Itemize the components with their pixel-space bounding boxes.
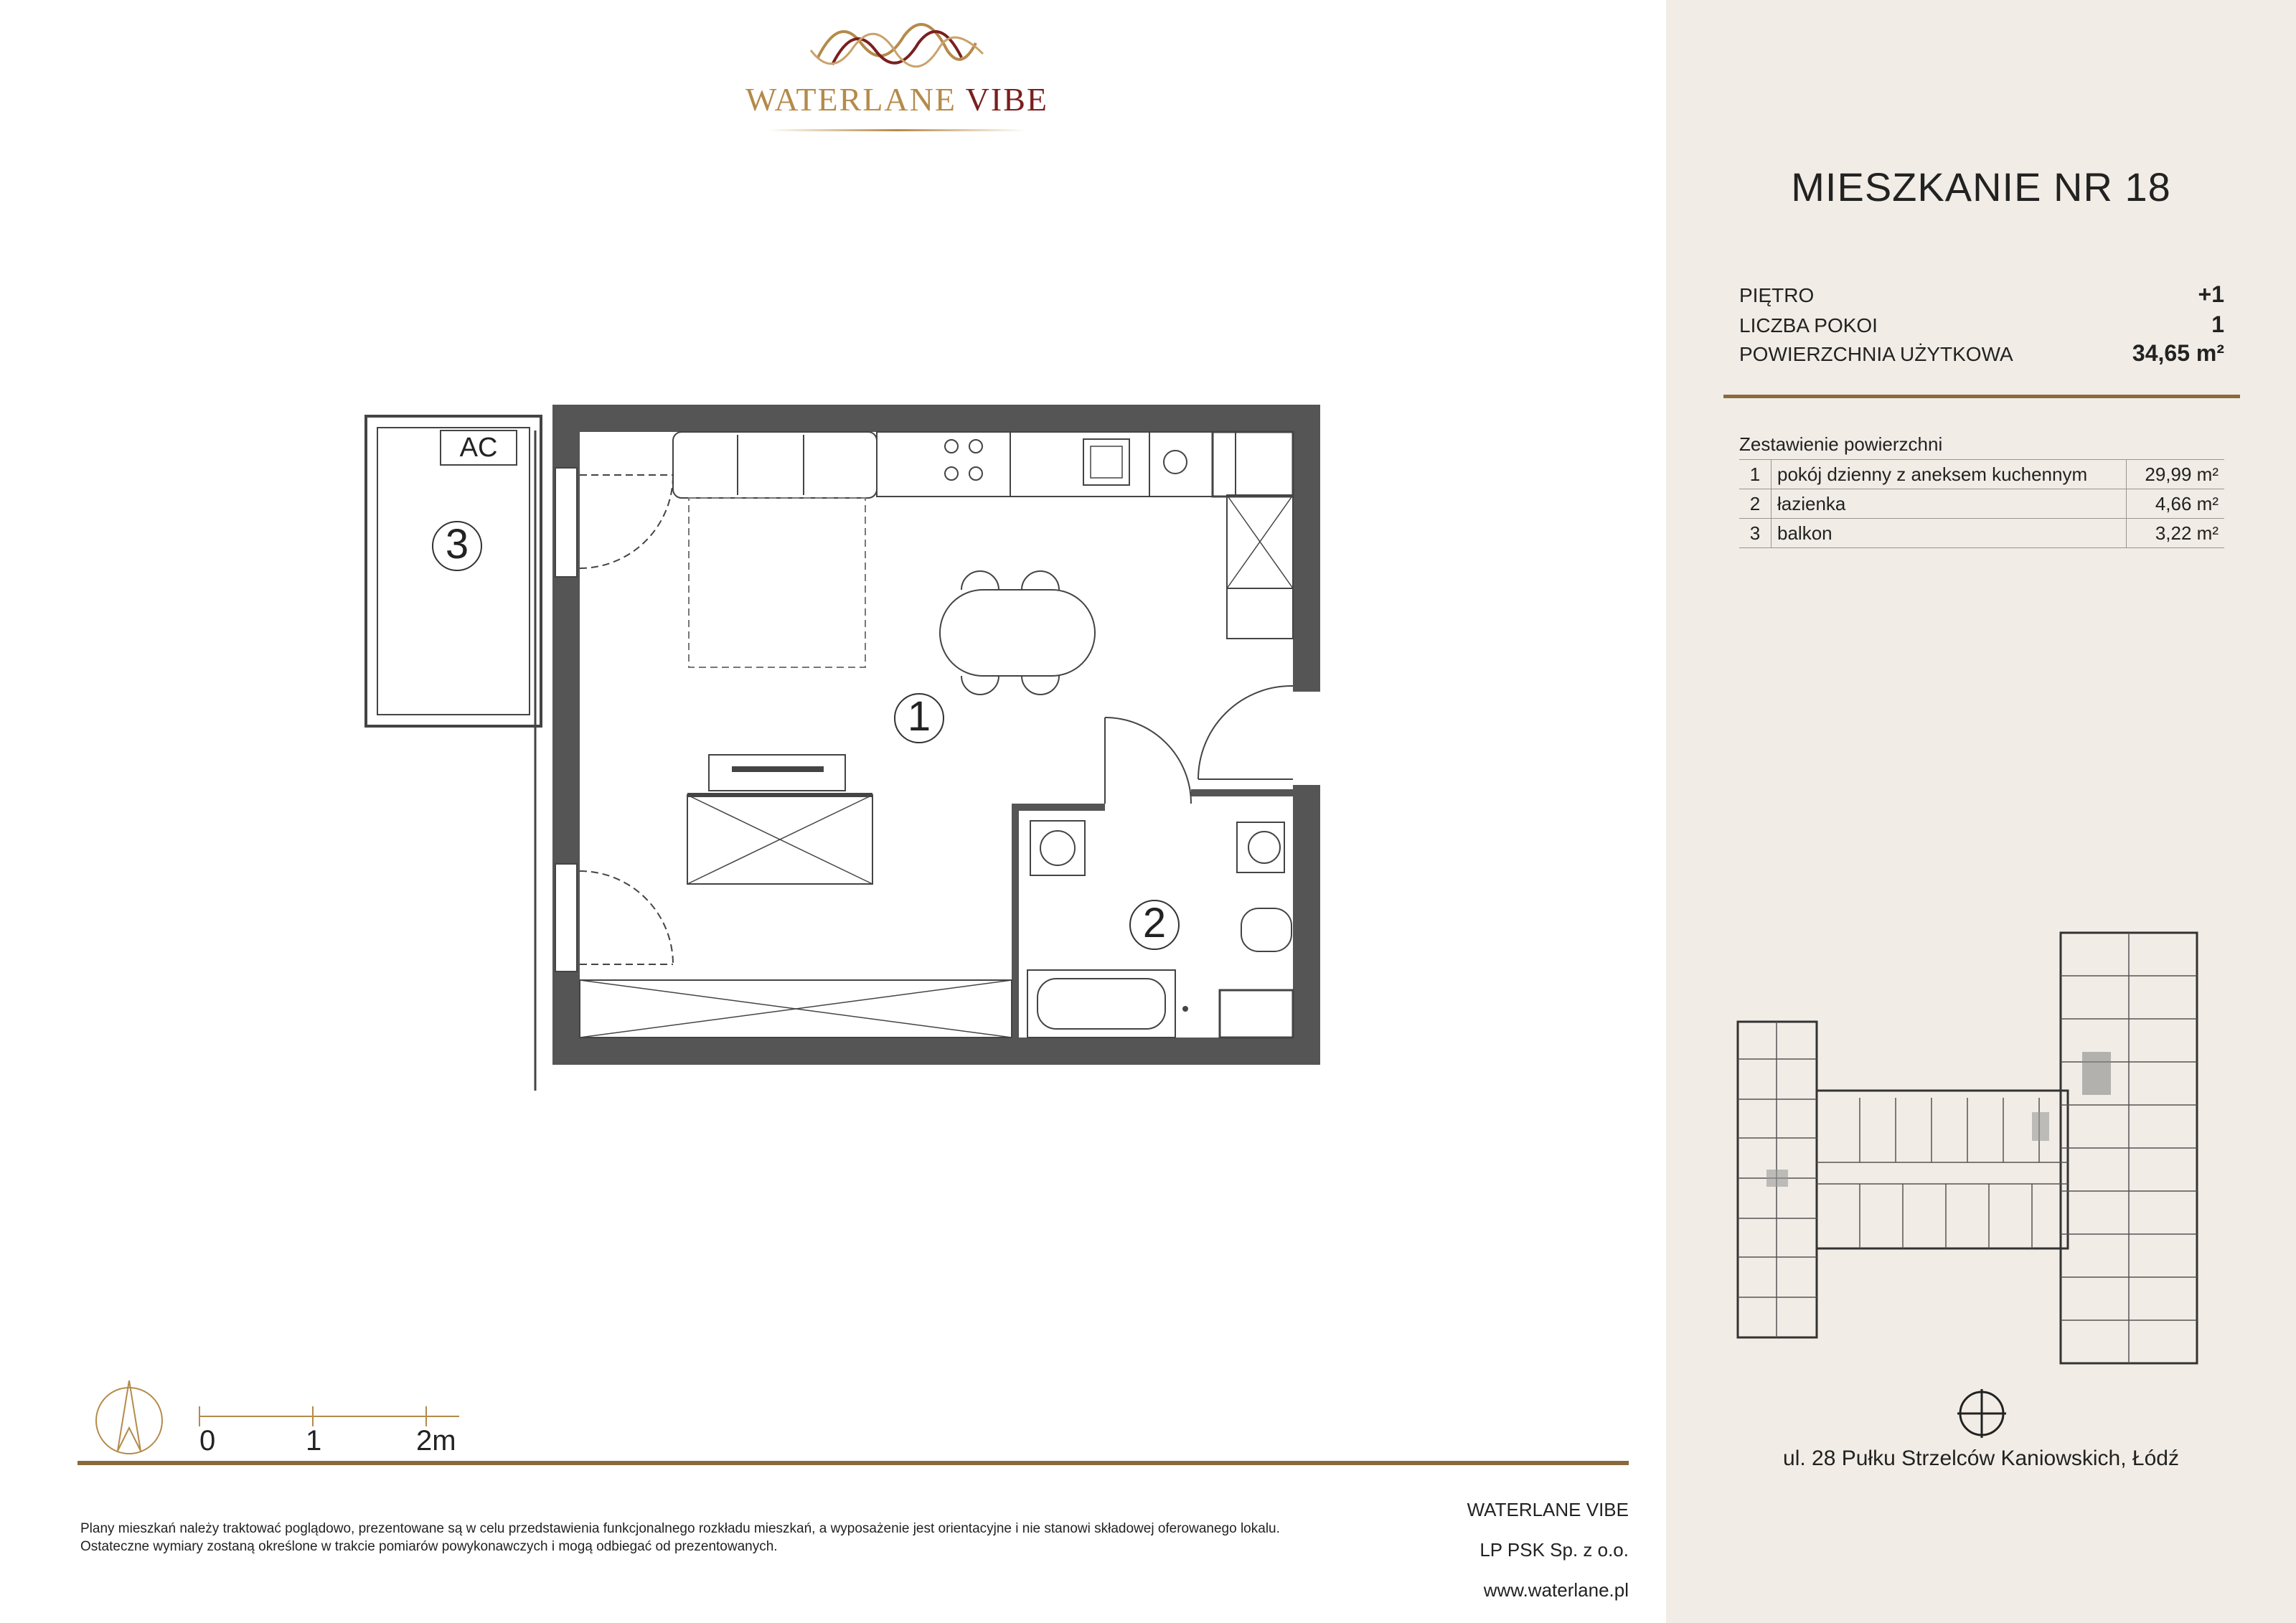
row-area: 4,66 m² <box>2127 489 2225 519</box>
row-number: 2 <box>1739 489 1772 519</box>
table-row <box>1739 460 2224 489</box>
rooms-value: 1 <box>2211 311 2224 337</box>
company-name: WATERLANE VIBE <box>1467 1499 1629 1520</box>
info-divider <box>1723 395 2240 398</box>
row-number: 1 <box>1739 460 1772 489</box>
room-2-label: 2 <box>1142 900 1167 946</box>
apartment-title: MIESZKANIE NR 18 <box>1791 164 2171 210</box>
room-3-label: 3 <box>445 521 469 568</box>
floor-plan-drawing <box>344 387 1378 1091</box>
company-info <box>1406 1490 1629 1610</box>
table-row <box>1739 489 2224 519</box>
row-number: 3 <box>1739 519 1772 548</box>
logo-underline <box>768 129 1026 131</box>
row-area: 29,99 m² <box>2127 460 2225 489</box>
floor-label: PIĘTRO <box>1739 284 1815 306</box>
brand-name <box>732 80 1062 118</box>
row-name: łazienka <box>1772 489 2127 519</box>
company-website-link[interactable]: www.waterlane.pl <box>1483 1579 1629 1601</box>
row-name: pokój dzienny z aneksem kuchennym <box>1772 460 2127 489</box>
ac-label: AC <box>459 433 498 463</box>
room-1-label: 1 <box>907 693 931 740</box>
disclaimer-line-1: Plany mieszkań należy traktować poglądowo, prezentowane są w celu przedstawienia funkcjonalnego rozkładu mieszkań, a wyposażenie jest orientacyjne i nie stanowi składowej oferowanego lokalu. <box>80 1521 1280 1536</box>
waves-icon <box>732 14 1062 79</box>
areas-table <box>1739 459 2224 548</box>
address: ul. 28 Pułku Strzelców Kaniowskich, Łódź <box>1783 1446 2179 1470</box>
table-row <box>1739 519 2224 548</box>
floor-plan <box>344 387 1378 1091</box>
rooms-label: LICZBA POKOI <box>1739 314 1878 337</box>
brand-logo <box>732 14 1062 144</box>
scale-label-1: 1 <box>306 1425 322 1457</box>
building-key-plan <box>1723 918 2240 1378</box>
area-value: 34,65 m² <box>2132 340 2224 366</box>
brand-name-part2: VIBE <box>965 81 1048 118</box>
row-area: 3,22 m² <box>2127 519 2225 548</box>
scale-bar <box>86 1370 488 1464</box>
row-name: balkon <box>1772 519 2127 548</box>
scale-label-2: 2m <box>416 1425 456 1457</box>
disclaimer-line-2: Ostateczne wymiary zostaną określone w trakcie pomiarów powykonawczych i mogą odbiegać od prezentowanych. <box>80 1539 778 1554</box>
building-key-plan-drawing <box>1723 918 2240 1378</box>
disclaimer <box>80 1520 1444 1556</box>
company-legal-name: LP PSK Sp. z o.o. <box>1479 1539 1629 1561</box>
brand-name-part1: WATERLANE <box>745 81 956 118</box>
areas-title: Zestawienie powierzchni <box>1739 433 1943 455</box>
area-label: POWIERZCHNIA UŻYTKOWA <box>1739 343 2013 365</box>
footer-divider <box>77 1461 1629 1465</box>
info-panel <box>1666 0 2296 1623</box>
north-arrow-icon <box>1953 1385 2010 1442</box>
floor-value: +1 <box>2198 281 2224 307</box>
scale-label-0: 0 <box>199 1425 216 1457</box>
